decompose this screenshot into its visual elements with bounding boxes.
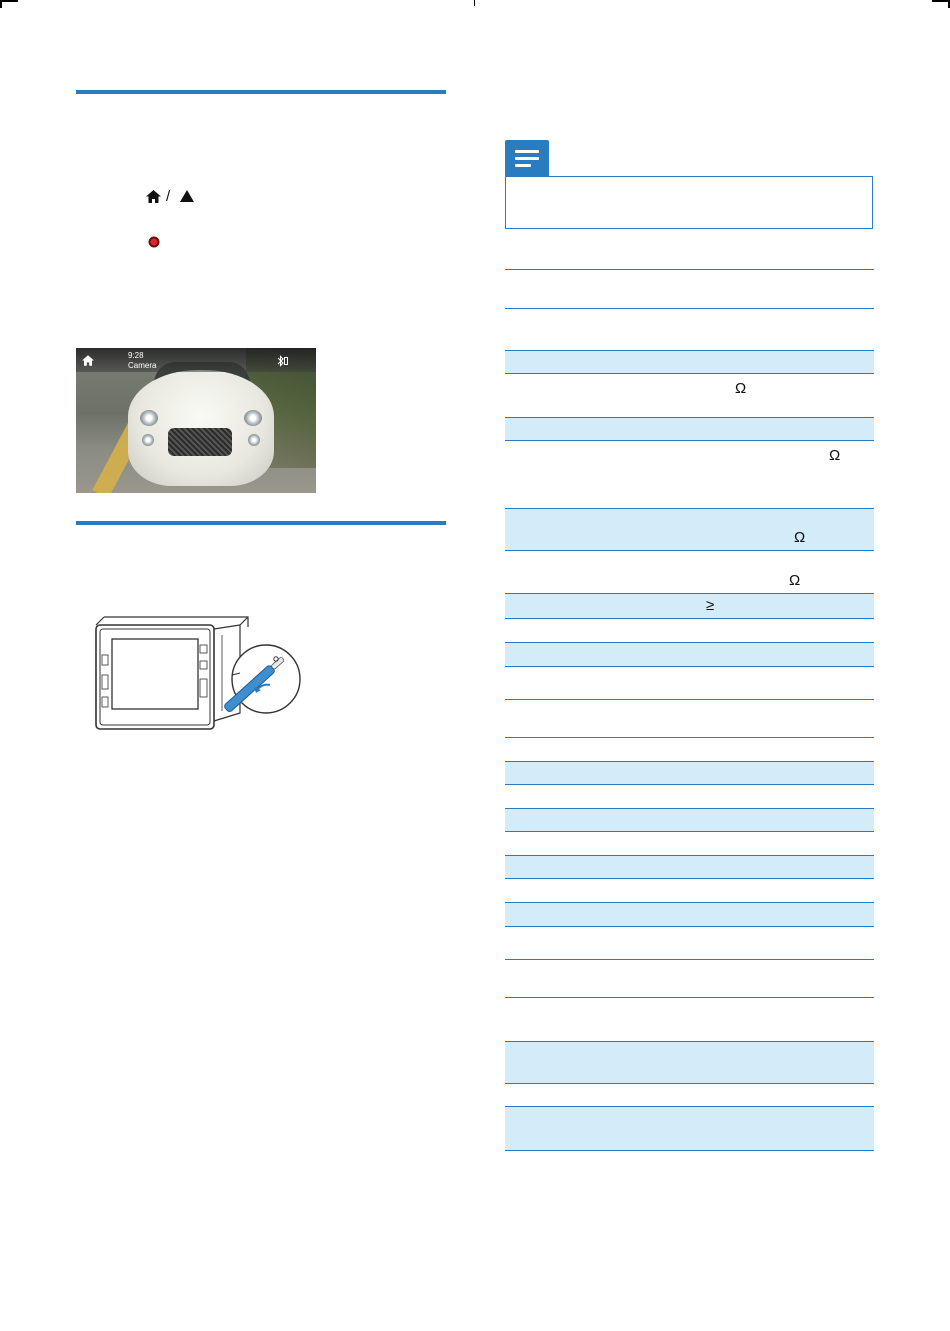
table-row — [505, 960, 874, 998]
note-box — [505, 176, 873, 229]
camera-time: 9:28 — [128, 351, 144, 360]
table-row — [505, 551, 874, 594]
table-row — [505, 785, 874, 809]
record-icon — [148, 236, 160, 248]
ohm-symbol: Ω — [789, 572, 801, 589]
table-row — [505, 418, 874, 441]
crop-mark — [474, 0, 475, 6]
table-row — [505, 309, 874, 351]
table-row — [505, 700, 874, 738]
table-row — [505, 809, 874, 832]
car-headlight — [140, 410, 158, 426]
table-row — [505, 594, 874, 619]
home-icon — [146, 190, 161, 203]
table-row — [505, 1042, 874, 1084]
table-row — [505, 509, 874, 551]
table-row — [505, 998, 874, 1042]
car-foglight — [248, 434, 260, 446]
table-row — [505, 269, 874, 309]
table-row — [505, 856, 874, 879]
ohm-symbol: Ω — [735, 380, 747, 397]
car-grille — [168, 428, 232, 456]
bluetooth-icon — [276, 354, 288, 372]
table-row — [505, 619, 874, 643]
greater-equal-symbol: ≥ — [706, 597, 715, 614]
ohm-symbol: Ω — [794, 529, 806, 546]
table-row — [505, 351, 874, 374]
section-rule — [76, 521, 446, 525]
table-row — [505, 643, 874, 667]
crop-mark — [0, 0, 18, 2]
car-foglight — [142, 434, 154, 446]
camera-screenshot — [76, 348, 316, 493]
table-row — [505, 879, 874, 903]
table-row — [505, 762, 874, 785]
eject-icon — [180, 190, 194, 202]
note-icon — [505, 140, 549, 176]
table-row — [505, 374, 874, 418]
crop-mark — [0, 0, 2, 8]
table-row — [505, 832, 874, 856]
car-headlight — [244, 410, 262, 426]
table-row — [505, 903, 874, 927]
table-row — [505, 1084, 874, 1107]
separator-text: / — [166, 188, 171, 205]
table-row — [505, 738, 874, 762]
section-rule — [76, 90, 446, 94]
table-row — [505, 441, 874, 509]
ohm-symbol: Ω — [829, 447, 841, 464]
table-row — [505, 1107, 874, 1151]
table-row — [505, 667, 874, 700]
head-unit-illustration — [90, 615, 305, 743]
camera-title: Camera — [128, 361, 157, 370]
table-row — [505, 927, 874, 960]
home-icon[interactable] — [82, 353, 94, 371]
